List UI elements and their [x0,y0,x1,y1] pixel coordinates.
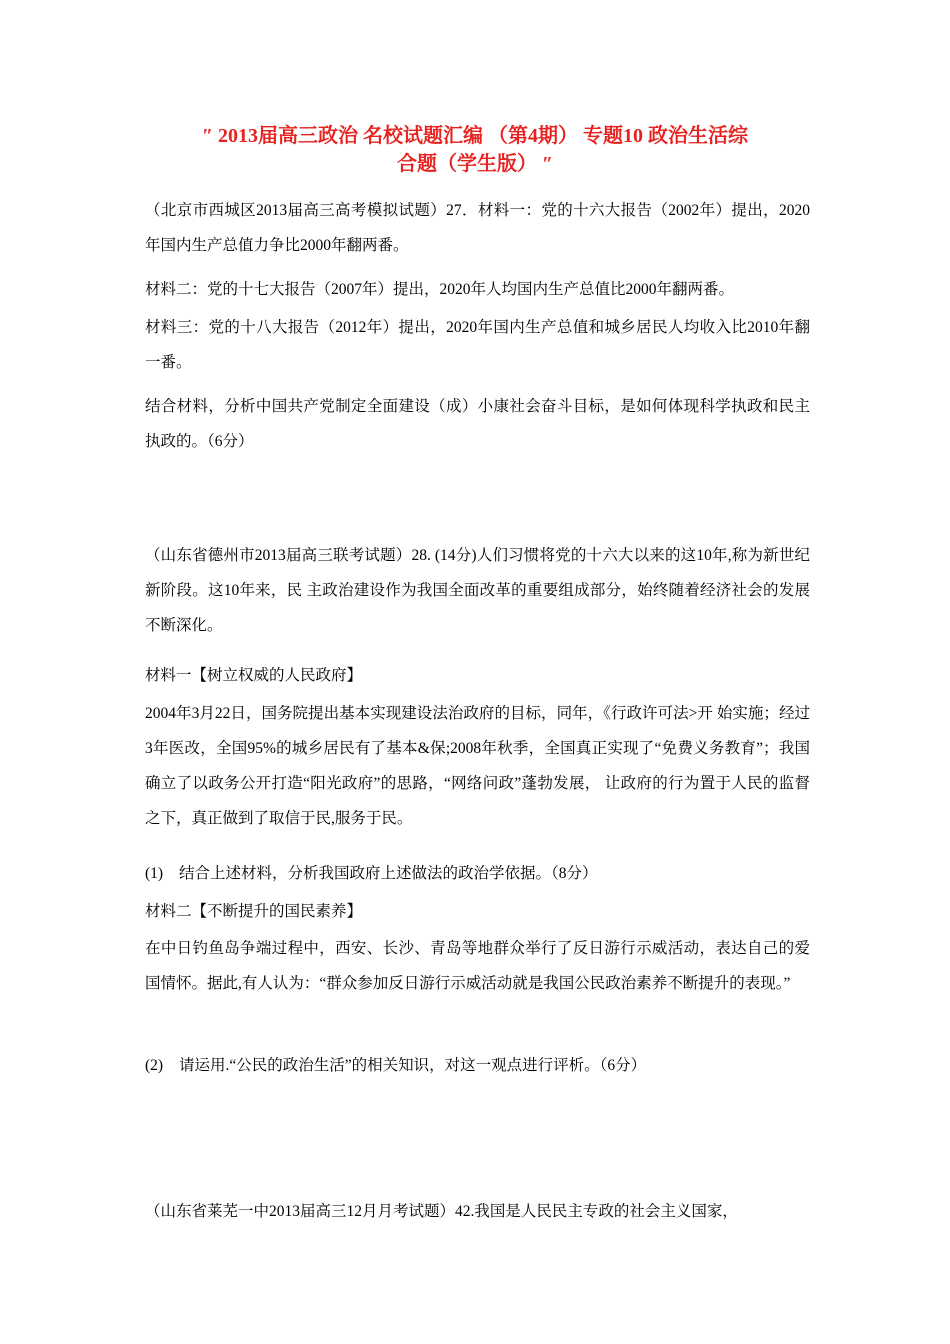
material-three: 材料三：党的十八大报告（2012年）提出，2020年国内生产总值和城乡居民人均收入比2010年翻一番。 [145,319,810,371]
material-two-heading: 材料二【不断提升的国民素养】 [145,903,363,920]
material-one-body: 2004年3月22日，国务院提出基本实现建设法治政府的目标，同年，《行政许可法>开 始实施；经过3年医改，全国95%的城乡居民有了基本&保;2008年秋季，全国真正实现了“免费义务教育”；我国确立了以政务公开打造“阳光政府”的思路，“网络问政”蓬勃发展， 让政府的行为置于人民的监督之下，真正做到了取信于民,服务于民。 [145,705,810,827]
question-28-sub-1 [145,856,810,891]
sub-question-number: (2) [145,1057,164,1074]
question-42-intro: （山东省莱芜一中2013届高三12月月考试题）42.我国是人民民主专政的社会主义国家， [145,1203,738,1220]
sub-question-text: 请运用.“公民的政治生活”的相关知识，对这一观点进行评析。（6分） [179,1057,647,1074]
question-28-intro: （山东省德州市2013届高三联考试题）28. (14分)人们习惯将党的十六大以来的这10年,称为新世纪新阶段。这10年来，民 主政治建设作为我国全面改革的重要组成部分，始终随着经济社会的发展不断深化。 [145,547,810,634]
sub-question-text: 结合上述材料，分析我国政府上述做法的政治学依据。（8分） [179,865,598,882]
document-title [140,122,810,178]
material-two-body: 在中日钓鱼岛争端过程中，西安、长沙、青岛等地群众举行了反日游行示威活动，表达自己的爱国情怀。据此,有人认为：“群众参加反日游行示威活动就是我国公民政治素养不断提升的表现。” [145,940,810,992]
title-line-2: 合题（学生版） ″ [396,153,554,175]
question-28-sub-2 [145,1048,810,1083]
material-one-heading: 材料一【树立权威的人民政府】 [145,667,363,684]
question-27-prompt: 结合材料，分析中国共产党制定全面建设（成）小康社会奋斗目标，是如何体现科学执政和民主执政的。（6分） [145,398,810,450]
material-two: 材料二：党的十七大报告（2007年）提出，2020年人均国内生产总值比2000年翻两番。 [145,281,735,298]
title-line-1: ″ 2013届高三政治 名校试题汇编 （第4期） 专题10 政治生活综 [201,125,749,147]
question-27-intro: （北京市西城区2013届高三高考模拟试题）27．材料一：党的十六大报告（2002年）提出，2020年国内生产总值力争比2000年翻两番。 [145,202,810,254]
sub-question-number: (1) [145,865,164,882]
